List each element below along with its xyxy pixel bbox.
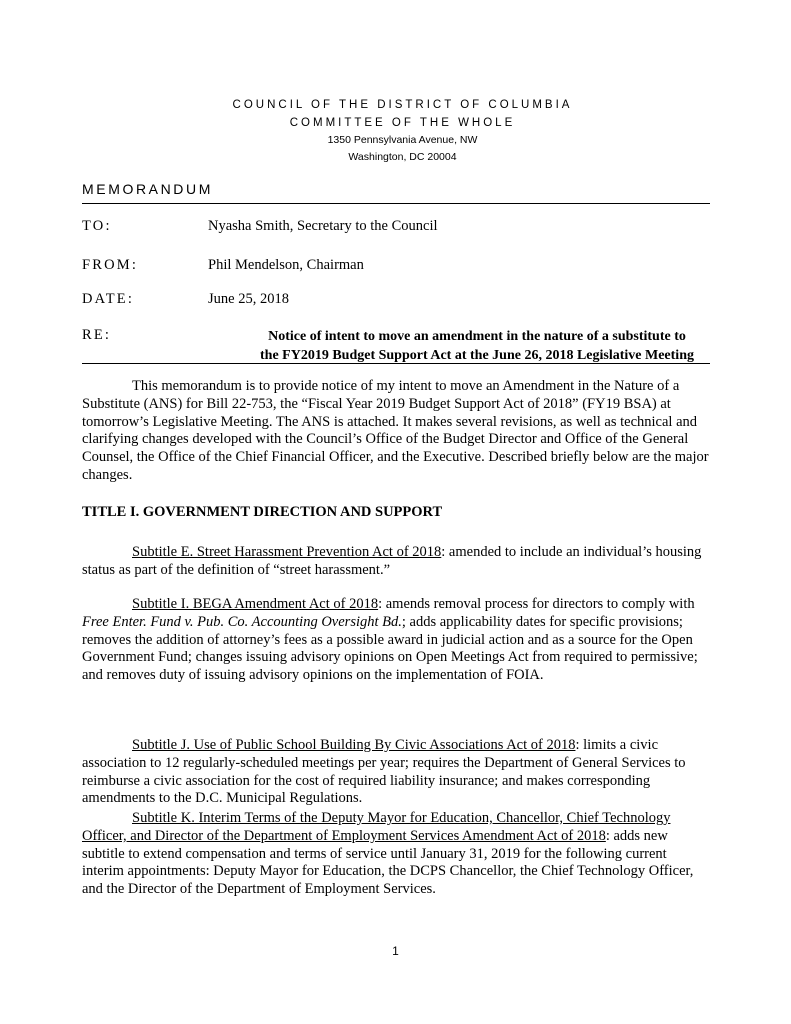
subtitle-e-paragraph <box>82 544 712 580</box>
intro-paragraph <box>82 378 712 485</box>
date-label: DATE: <box>82 291 135 307</box>
subtitle-i-text-2: ; adds applicability dates for specific provisions; removes the addition of attorney’s fees as a possible award in judicial action and as a source for the Open Government Fund; changes issuing advisory opinions on Open Meetings Act from required to permissive; and removes duty of issuing advisory opinions on the implementation of FOIA. <box>82 613 698 684</box>
subtitle-i-text-1: : amends removal process for directors to comply with <box>378 596 695 612</box>
date-value: June 25, 2018 <box>208 291 289 307</box>
subtitle-i-paragraph <box>82 596 712 685</box>
subtitle-j-title: Subtitle J. Use of Public School Building By Civic Associations Act of 2018 <box>132 737 576 753</box>
subtitle-i-title: Subtitle I. BEGA Amendment Act of 2018 <box>132 596 379 612</box>
to-label: TO: <box>82 218 112 234</box>
letterhead <box>0 96 791 166</box>
committee-name: COMMITTEE OF THE WHOLE <box>289 117 516 129</box>
city-address: Washington, DC 20004 <box>348 151 457 163</box>
subtitle-k-text: : adds new subtitle to extend compensation and terms of service until January 31, 2019 for the following current interim appointments: Deputy Mayor for Education, the DCPS Chancellor, the Chief Technology Officer, and the Director of the Department of Employment Services. <box>82 827 694 898</box>
subtitle-k-title: Subtitle K. Interim Terms of the Deputy Mayor for Education, Chancellor, Chief Technology Officer, and Director of the Department of Employment Services Amendment Act of 2018 <box>82 810 671 844</box>
memo-title: MEMORANDUM <box>82 181 213 197</box>
section-heading: TITLE I. GOVERNMENT DIRECTION AND SUPPORT <box>82 504 443 520</box>
subtitle-e-title: Subtitle E. Street Harassment Prevention Act of 2018 <box>132 544 442 560</box>
subtitle-e-text: : amended to include an individual’s housing status as part of the definition of “street harassment.” <box>82 544 702 578</box>
intro-text: This memorandum is to provide notice of my intent to move an Amendment in the Nature of a Substitute (ANS) for Bill 22-753, the “Fiscal Year 2019 Budget Support Act of 2018” (FY19 BSA) at tomorrow’s Legislative Meeting. The ANS is attached. It makes several revisions, as well as technical and clarifying changes developed with the Council’s Office of the Budget Director and Office of the General Counsel, the Office of the Chief Financial Officer, and the Executive. Described briefly below are the major changes. <box>82 378 709 483</box>
re-subject <box>182 327 772 365</box>
subtitle-j-text: : limits a civic association to 12 regularly-scheduled meetings per year; requires the Department of General Services to reimburse a civic association for the cost of required liability insurance; and makes corresponding amendments to the D.C. Municipal Regulations. <box>82 737 686 807</box>
street-address: 1350 Pennsylvania Avenue, NW <box>327 134 478 146</box>
subtitle-j-paragraph <box>82 737 712 808</box>
header-divider <box>82 203 710 204</box>
council-name: COUNCIL OF THE DISTRICT OF COLUMBIA <box>232 99 573 111</box>
subject-divider <box>82 363 710 364</box>
page-number: 1 <box>392 944 399 958</box>
re-label: RE: <box>82 327 112 343</box>
subtitle-k-paragraph <box>82 810 712 899</box>
from-label: FROM: <box>82 257 139 273</box>
re-subject-line-2: the FY2019 Budget Support Act at the June 26, 2018 Legislative Meeting <box>260 348 694 363</box>
from-value: Phil Mendelson, Chairman <box>208 257 364 273</box>
subtitle-i-case-name: Free Enter. Fund v. Pub. Co. Accounting Oversight Bd. <box>82 613 402 630</box>
re-subject-line-1: Notice of intent to move an amendment in the nature of a substitute to <box>268 329 686 344</box>
to-value: Nyasha Smith, Secretary to the Council <box>208 218 438 234</box>
